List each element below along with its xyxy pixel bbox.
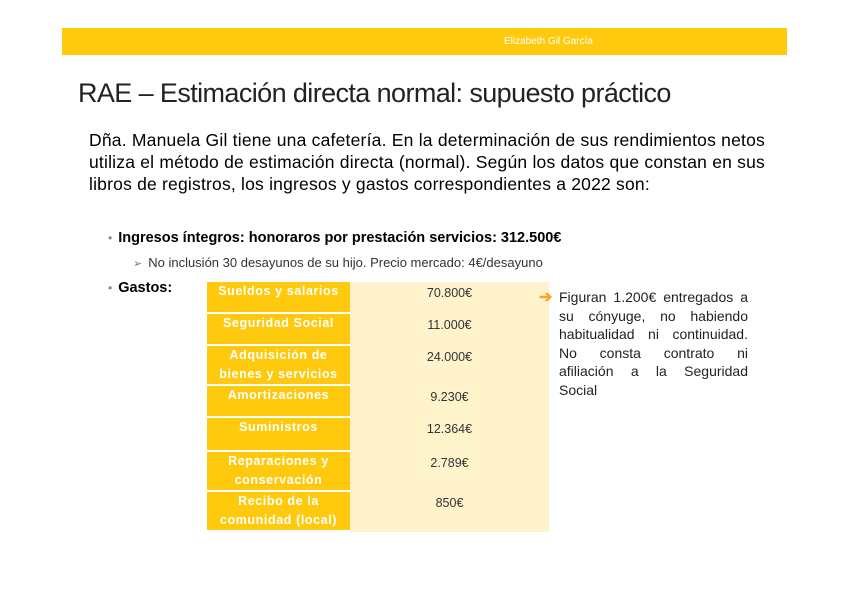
gasto-label: Suministros — [207, 417, 350, 451]
bullet-ingresos — [108, 230, 561, 246]
gasto-label: Recibo de la comunidad (local) — [207, 491, 350, 531]
header-author: Elizabeth Gil García — [504, 36, 593, 47]
header-bar — [62, 28, 787, 55]
bullet-ingresos-text: Ingresos íntegros: honoraros por prestación servicios: 312.500€ — [118, 230, 562, 246]
gasto-label: Seguridad Social — [207, 313, 350, 345]
table-row — [207, 491, 549, 531]
arrow-right-icon: ➢ — [133, 258, 143, 270]
bullet-dot-icon: • — [108, 231, 113, 245]
gasto-value: 12.364€ — [350, 417, 549, 451]
gasto-value: 11.000€ — [350, 313, 549, 345]
table-row — [207, 451, 549, 491]
sub-bullet-text: No inclusión 30 desayunos de su hijo. Precio mercado: 4€/desayuno — [148, 255, 543, 270]
gasto-value: 24.000€ — [350, 345, 549, 385]
intro-paragraph: Dña. Manuela Gil tiene una cafetería. En la determinación de sus rendimientos netos utiliza el método de estimación directa (normal). Según los datos que constan en sus libros de registros, los ingresos y gastos correspondientes a 2022 son: — [89, 130, 765, 194]
gasto-value: 2.789€ — [350, 451, 549, 491]
gasto-value: 70.800€ — [350, 282, 549, 313]
table-row — [207, 313, 549, 345]
side-note: Figuran 1.200€ entregados a su cónyuge, no habiendo habitualidad ni continuidad. No consta contrato ni afiliación a la Seguridad Social — [559, 289, 748, 398]
bullet-dot-icon: • — [108, 281, 113, 295]
table-row — [207, 417, 549, 451]
table-row — [207, 345, 549, 385]
gasto-value: 9.230€ — [350, 385, 549, 417]
gasto-label: Reparaciones y conservación — [207, 451, 350, 491]
bullet-gastos-text: Gastos: — [118, 280, 173, 296]
table-row — [207, 385, 549, 417]
table-row — [207, 282, 549, 313]
gasto-label: Sueldos y salarios — [207, 282, 350, 313]
gasto-label: Adquisición de bienes y servicios — [207, 345, 350, 385]
arrow-right-icon: ➔ — [539, 289, 553, 306]
gastos-table — [207, 282, 549, 532]
slide-title: RAE – Estimación directa normal: supuesto práctico — [78, 78, 671, 108]
gasto-label: Amortizaciones — [207, 385, 350, 417]
bullet-gastos — [108, 280, 172, 296]
sub-bullet-ingresos — [133, 255, 543, 270]
gasto-value: 850€ — [350, 491, 549, 531]
